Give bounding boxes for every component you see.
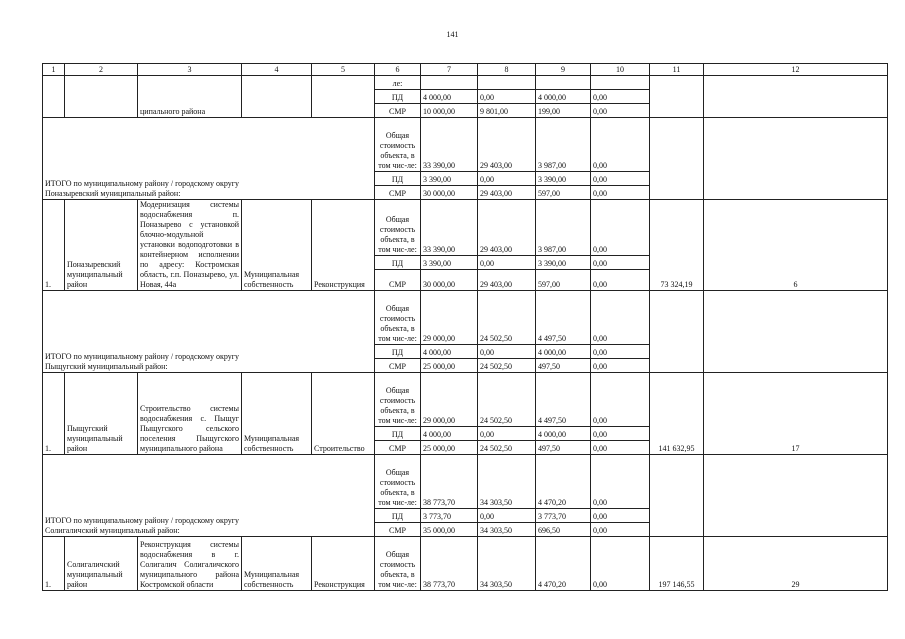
item-pd-row: ПД 4 000,00 0,00 4 000,00 0,00 <box>43 427 888 441</box>
ownership-cell: Муниципальная собственность <box>242 373 312 455</box>
total-label: Общая стоимость объекта, в том чис-ле: <box>375 118 421 172</box>
description-cell: Модернизация системы водоснабжения п. Поназырево с установкой блочно-модульной установки водоподготовки в контейнерном исполнении по адресу: Костромская область, г.п. Поназырево, ул. Новая, 44а <box>138 200 242 291</box>
item-number: 1. <box>43 200 65 291</box>
ownership-cell: Муниципальная собственность <box>242 537 312 591</box>
col-number: 11 <box>650 64 704 76</box>
col-number: 8 <box>478 64 536 76</box>
col-number: 4 <box>242 64 312 76</box>
row-label: ПД <box>375 90 421 104</box>
itogo-label: ИТОГО по муниципальному району / городскому округу Поназыревский муниципальный район: <box>43 118 375 200</box>
itogo-pd-row: ПД 4 000,00 0,00 4 000,00 0,00 <box>43 345 888 359</box>
work-type-cell: Реконструкция <box>312 200 375 291</box>
district-cell: Пыщугский муниципальный район <box>65 373 138 455</box>
col-number: 6 <box>375 64 421 76</box>
itogo-total-row: ИТОГО по муниципальному району / городскому округу Солигаличский муниципальный район: Общая стоимость объекта, в том чис-ле: 38 773,70 34 303,50 4 470,20 0,00 <box>43 455 888 509</box>
col11-value: 197 146,55 <box>650 537 704 591</box>
col-number: 10 <box>591 64 650 76</box>
col12-value: 29 <box>704 537 888 591</box>
itogo-total-row: ИТОГО по муниципальному району / городскому округу Поназыревский муниципальный район: Общая стоимость объекта, в том чис-ле: 33 390,00 29 403,00 3 987,00 0,00 <box>43 118 888 172</box>
col11-value: 73 324,19 <box>650 200 704 291</box>
item-smr-row: СМР 25 000,00 24 502,50 497,50 0,00 <box>43 441 888 455</box>
work-type-cell: Строительство <box>312 373 375 455</box>
itogo-smr-row: СМР 30 000,00 29 403,00 597,00 0,00 <box>43 186 888 200</box>
itogo-smr-row: СМР 35 000,00 34 303,50 696,50 0,00 <box>43 523 888 537</box>
ownership-cell: Муниципальная собственность <box>242 200 312 291</box>
description-cell: ципального района <box>138 76 242 118</box>
item-total-row: 1. Солигаличский муниципальный район Реконструкция системы водоснабжения в г. Солигалич Солигаличского муниципального района Костромской области Муниципальная собственность Реконструкция Общая стоимость объекта, в том чис-ле: 38 773,70 34 303,50 4 470,20 0,00 197 146,55 29 <box>43 537 888 591</box>
description-cell: Реконструкция системы водоснабжения в г. Солигалич Солигаличского муниципального района Костромской области <box>138 537 242 591</box>
itogo-pd-row: ПД 3 390,00 0,00 3 390,00 0,00 <box>43 172 888 186</box>
col-number: 12 <box>704 64 888 76</box>
row-label: СМР <box>375 104 421 118</box>
work-type-cell: Реконструкция <box>312 537 375 591</box>
col11-value: 141 632,95 <box>650 373 704 455</box>
item-number: 1. <box>43 537 65 591</box>
table-row: СМР 10 000,00 9 801,00 199,00 0,00 <box>43 104 888 118</box>
col-number: 9 <box>536 64 591 76</box>
itogo-label: ИТОГО по муниципальному району / городскому округу Пыщугский муниципальный район: <box>43 291 375 373</box>
item-total-row: 1. Пыщугский муниципальный район Строительство системы водоснабжения с. Пыщуг Пыщугского сельского поселения Пыщугского муниципального района Муниципальная собственность Строительство Общая стоимость объекта, в том чис-ле: 29 000,00 24 502,50 4 497,50 0,00 141 632,95 17 <box>43 373 888 427</box>
col12-value: 17 <box>704 373 888 455</box>
table-row: ПД 4 000,00 0,00 4 000,00 0,00 <box>43 90 888 104</box>
description-cell: Строительство системы водоснабжения с. Пыщуг Пыщугского сельского поселения Пыщугского муниципального района <box>138 373 242 455</box>
page-number: 141 <box>446 30 459 39</box>
col-number: 5 <box>312 64 375 76</box>
item-pd-row: ПД 3 390,00 0,00 3 390,00 0,00 <box>43 255 888 269</box>
itogo-smr-row: СМР 25 000,00 24 502,50 497,50 0,00 <box>43 359 888 373</box>
item-number: 1. <box>43 373 65 455</box>
item-smr-row: СМР 30 000,00 29 403,00 597,00 0,00 <box>43 270 888 291</box>
itogo-pd-row: ПД 3 773,70 0,00 3 773,70 0,00 <box>43 509 888 523</box>
row-label: ле: <box>375 76 421 90</box>
district-cell: Поназыревский муниципальный район <box>65 200 138 291</box>
item-total-row: 1. Поназыревский муниципальный район Модернизация системы водоснабжения п. Поназырево с установкой блочно-модульной установки водоподготовки в контейнерном исполнении по адресу: Костромская область, г.п. Поназырево, ул. Новая, 44а Муниципальная собственность Реконструкция Общая стоимость объекта, в том чис-ле: 33 390,00 29 403,00 3 987,00 0,00 73 324,19 6 <box>43 200 888 256</box>
col-number: 2 <box>65 64 138 76</box>
col12-value: 6 <box>704 200 888 291</box>
district-cell: Солигаличский муниципальный район <box>65 537 138 591</box>
itogo-label: ИТОГО по муниципальному району / городскому округу Солигаличский муниципальный район: <box>43 455 375 537</box>
col-number: 3 <box>138 64 242 76</box>
col-number: 1 <box>43 64 65 76</box>
column-number-row <box>43 64 888 76</box>
table-row <box>43 76 888 90</box>
itogo-total-row: ИТОГО по муниципальному району / городскому округу Пыщугский муниципальный район: Общая стоимость объекта, в том чис-ле: 29 000,00 24 502,50 4 497,50 0,00 <box>43 291 888 345</box>
col-number: 7 <box>421 64 478 76</box>
investment-table <box>42 63 888 591</box>
